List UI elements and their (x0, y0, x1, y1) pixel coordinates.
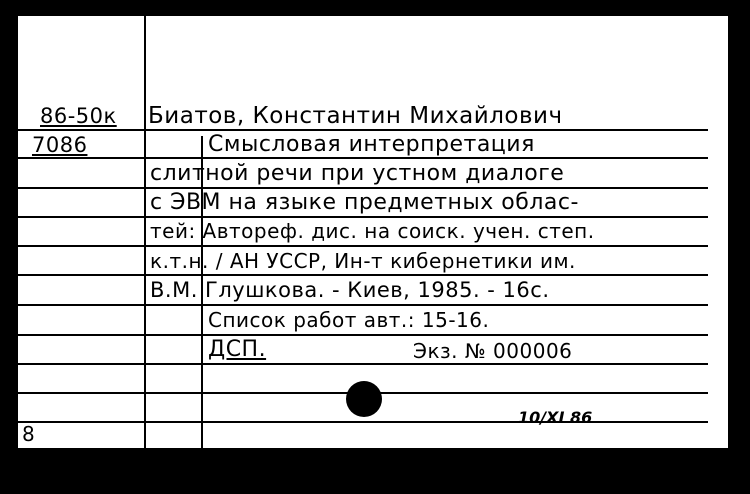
title-line-1: Смысловая интерпретация (208, 132, 535, 157)
ruled-line (18, 245, 708, 247)
title-line-2: слитной речи при устном диалоге (150, 161, 565, 186)
ruled-line (18, 216, 708, 218)
punched-hole (346, 381, 382, 417)
ruled-line (18, 157, 708, 159)
imprint-line: В.М. Глушкова. - Киев, 1985. - 16с. (150, 278, 550, 302)
ruled-line (18, 363, 708, 365)
copy-number: Экз. № 000006 (413, 339, 573, 363)
ruled-line (18, 187, 708, 189)
title-line-4: тей: Автореф. дис. на соиск. учен. степ. (150, 219, 595, 243)
title-line-3: с ЭВМ на языке предметных облас- (150, 190, 579, 215)
catalog-card (18, 16, 728, 448)
margin-mark: 8 (22, 422, 35, 446)
call-number-1: 86-50к (40, 104, 117, 128)
call-number-2: 7086 (32, 133, 88, 157)
ruled-line (18, 274, 708, 276)
ruled-line (18, 334, 708, 336)
restriction-note: ДСП. (208, 337, 267, 362)
ruled-line (18, 304, 708, 306)
left-margin-line (144, 16, 146, 448)
bibliography-line: Список работ авт.: 15-16. (208, 308, 490, 332)
ruled-line (18, 129, 708, 131)
ruled-line (18, 421, 708, 423)
title-line-5: к.т.н. / АН УССР, Ин-т кибернетики им. (150, 249, 576, 273)
author-line: Биатов, Константин Михайлович (148, 103, 563, 129)
date-stamp: 10/XI 86 (518, 408, 593, 427)
